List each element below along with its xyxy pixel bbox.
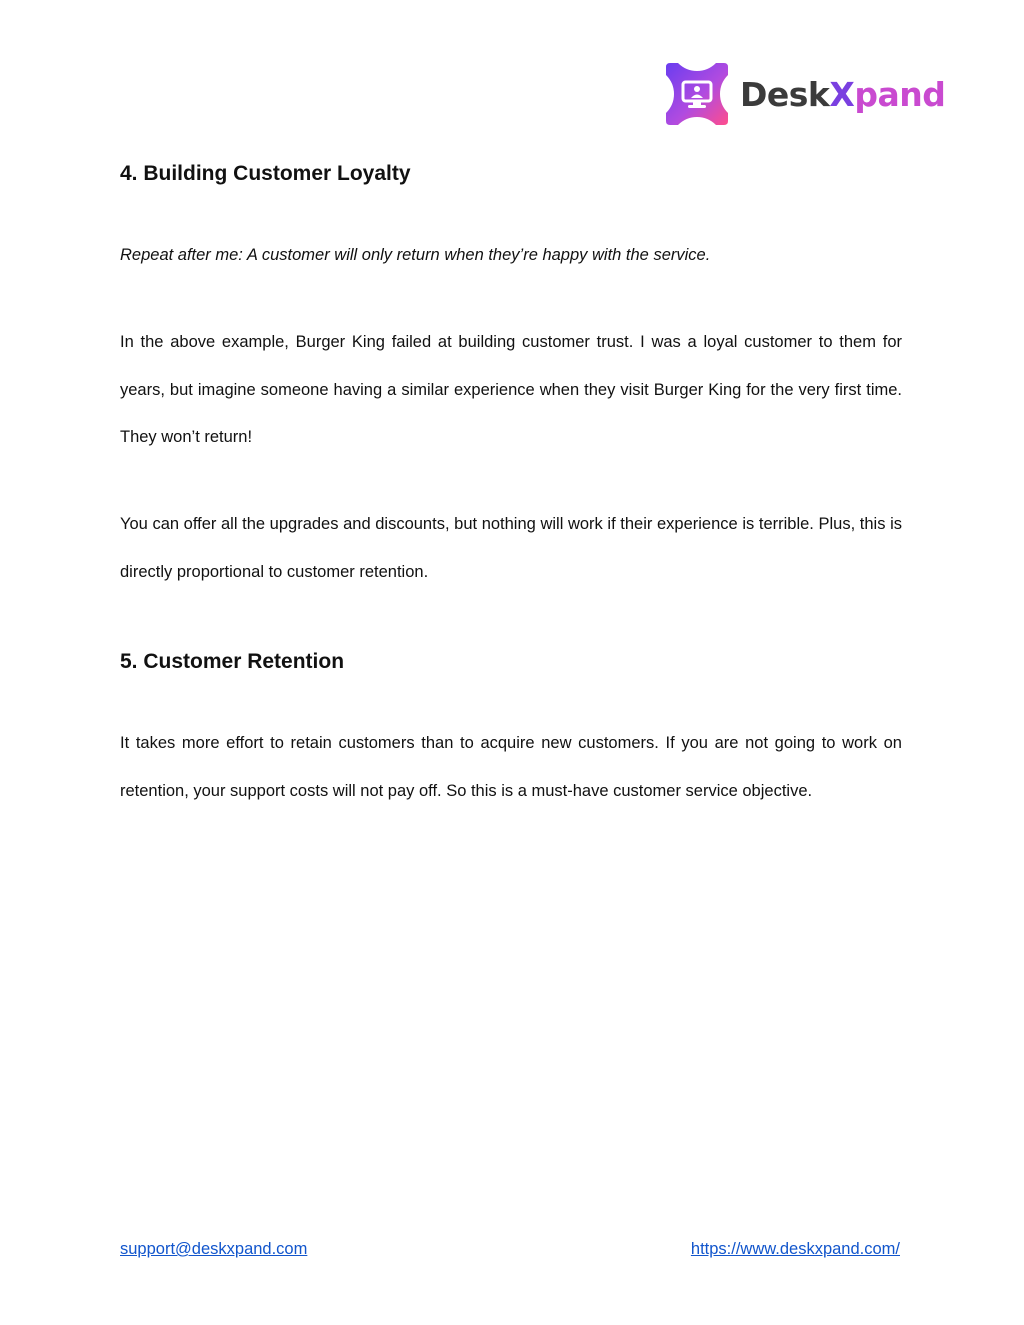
body-paragraph-loyalty-2: You can offer all the upgrades and discounts, but nothing will work if their experience is terrible. Plus, this is directly proportional to customer retention. — [120, 515, 902, 581]
body-paragraph-retention-1: It takes more effort to retain customers than to acquire new customers. If you are not going to work on retention, your support costs will not pay off. So this is a must-have customer service objective. — [120, 734, 902, 800]
brand-logo — [664, 60, 945, 128]
desktop-monitor-icon — [664, 61, 730, 127]
brand-name-part2: X — [829, 74, 855, 114]
brand-wordmark — [740, 74, 946, 114]
website-link[interactable]: https://www.deskxpand.com/ — [690, 1240, 900, 1258]
quote-text: Repeat after me: A customer will only return when they’re happy with the service. — [120, 246, 711, 264]
section-heading-retention: 5. Customer Retention — [120, 650, 345, 673]
body-paragraph-loyalty-1: In the above example, Burger King failed at building customer trust. I was a loyal customer to them for years, but imagine someone having a similar experience when they visit Burger King for the very first time. They won’t return! — [120, 333, 902, 446]
support-email-link[interactable]: support@deskxpand.com — [120, 1240, 308, 1258]
brand-name-part3: pand — [854, 74, 946, 114]
section-heading-loyalty: 4. Building Customer Loyalty — [120, 162, 411, 185]
brand-name-part1: Desk — [740, 74, 830, 114]
